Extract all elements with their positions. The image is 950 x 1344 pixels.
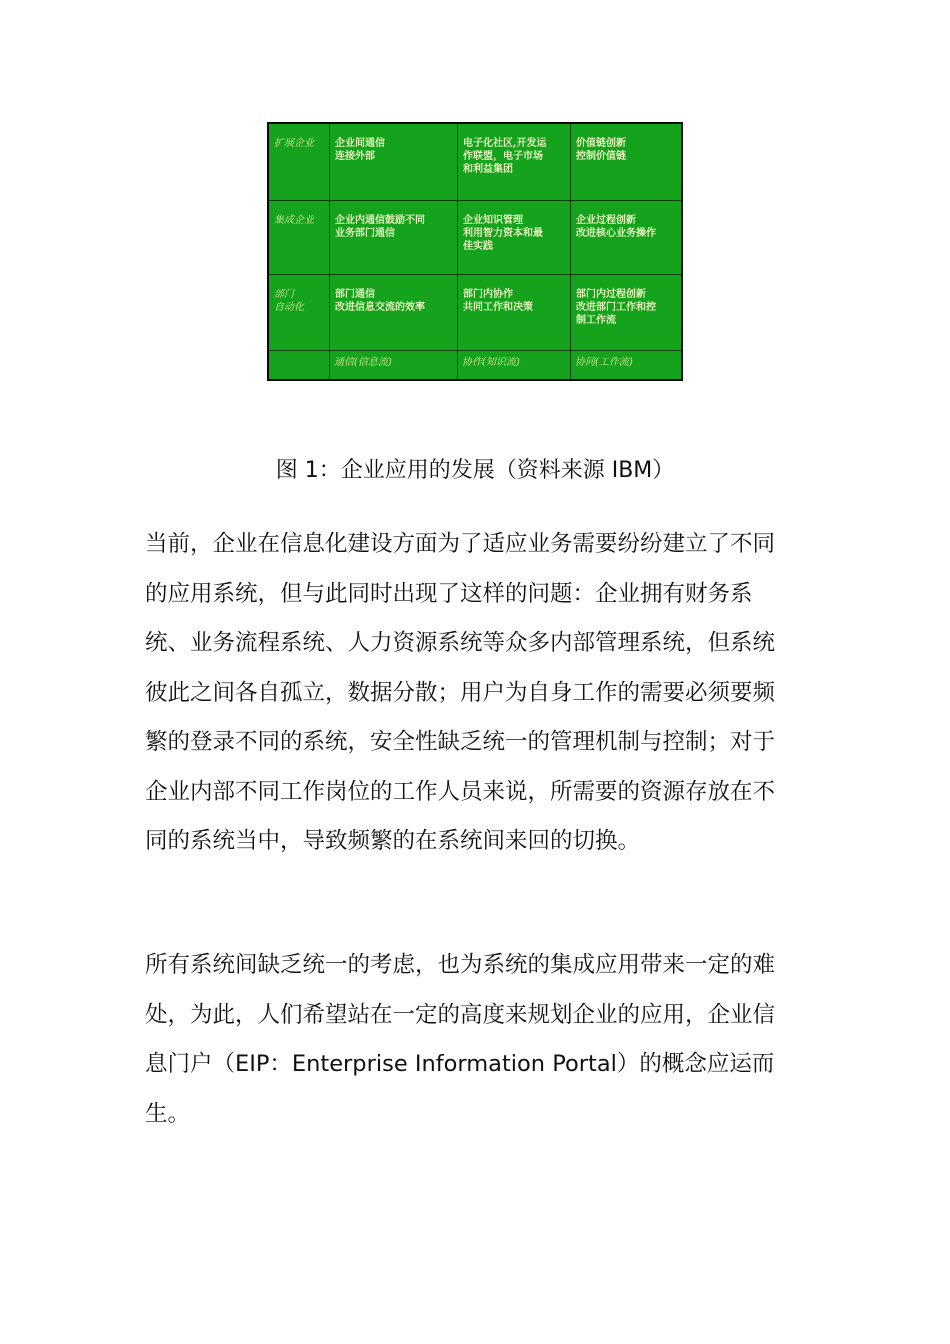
column-label-communication: 通信(信息流) [330, 351, 458, 379]
figure-cell: 部门内过程创新 改进部门工作和控 制工作流 [571, 275, 681, 351]
figure-cell: 电子化社区,开发运 作联盟，电子市场 和利益集团 [458, 124, 571, 201]
figure-cell: 企业间通信 连接外部 [330, 124, 458, 201]
figure-cell: 部门通信 改进信息交流的效率 [330, 275, 458, 351]
column-label-collaboration: 协作(知识流) [458, 351, 571, 379]
corner-cell [269, 351, 330, 379]
figure-caption: 图 1：企业应用的发展（资料来源 IBM） [275, 458, 675, 483]
row-label-integrated-enterprise: 集成企业 [269, 201, 330, 275]
column-label-coordination: 协同(工作流) [575, 357, 633, 368]
figure-cell: 企业内通信鼓励不同 业务部门通信 [330, 201, 458, 275]
body-paragraph: 所有系统间缺乏统一的考虑，也为系统的集成应用带来一定的难处，为此，人们希望站在一定的高度来规划企业的应用，企业信息门户（EIP：Enterprise Information Portal）的概念应运而生。 [145, 952, 776, 1127]
body-paragraph: 当前，企业在信息化建设方面为了适应业务需要纷纷建立了不同的应用系统，但与此同时出现了这样的问题：企业拥有财务系统、业务流程系统、人力资源系统等众多内部管理系统，但系统彼此之间各自孤立，数据分散；用户为自身工作的需要必须要频繁的登录不同的系统，安全性缺乏统一的管理机制与控制；对于企业内部不同工作岗位的工作人员来说，所需要的资源存放在不同的系统当中，导致频繁的在系统间来回的切换。 [145, 531, 776, 854]
figure-cell: 企业过程创新 改进核心业务操作 [571, 201, 681, 275]
enterprise-application-figure [267, 122, 683, 381]
figure-cell: 价值链创新 控制价值链 [571, 124, 681, 201]
row-label-department-automation: 部门 自动化 [269, 275, 330, 351]
figure-cell: 企业知识管理 利用智力资本和最 佳实践 [458, 201, 571, 275]
row-label-extended-enterprise: 扩展企业 [269, 124, 330, 201]
figure-cell: 部门内协作 共同工作和决策 [458, 275, 571, 351]
